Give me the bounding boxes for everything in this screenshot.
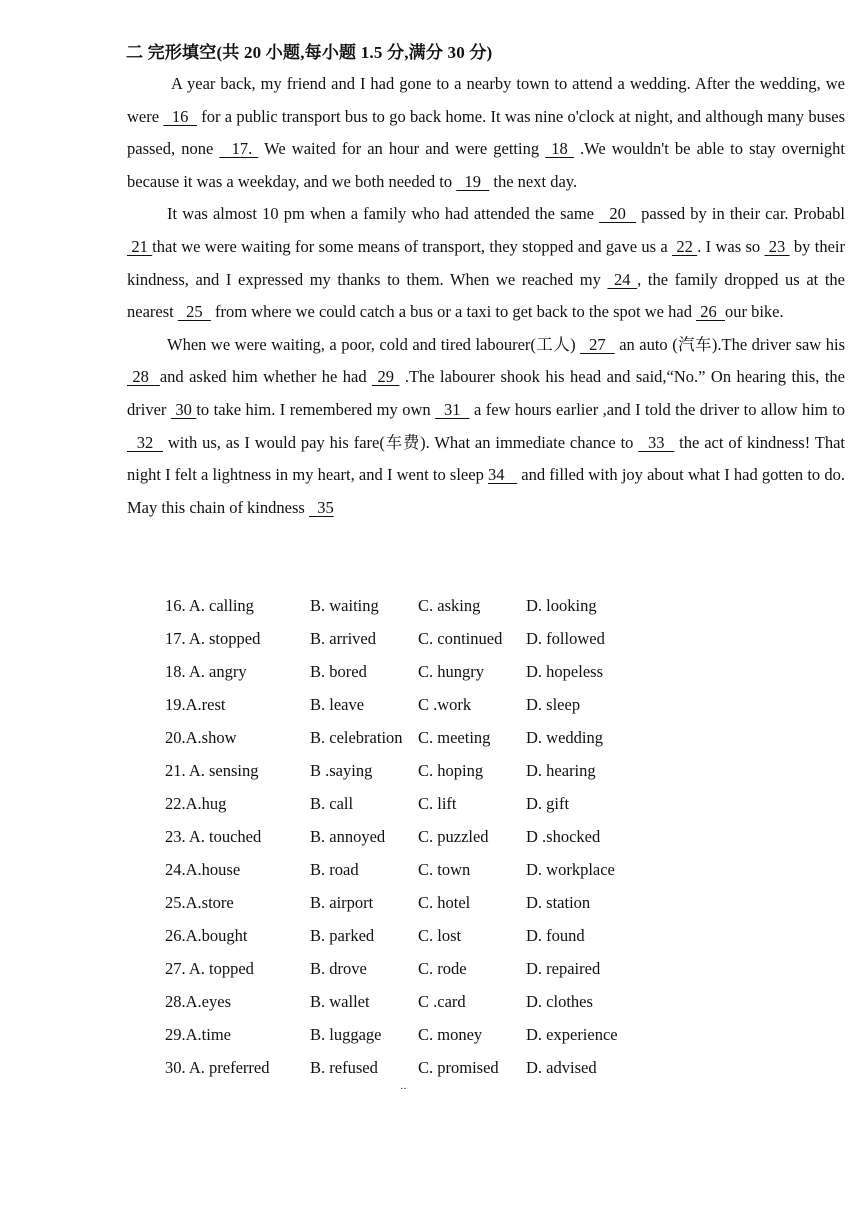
- scan-mark: ··: [400, 1084, 407, 1095]
- answer-blank: 17.: [219, 139, 259, 159]
- question-options-row: [165, 689, 725, 722]
- option-d: D. repaired: [526, 959, 601, 978]
- question-options-row: [165, 1052, 725, 1085]
- answer-blank: 33: [638, 432, 675, 452]
- cloze-passage: [127, 68, 845, 524]
- option-c: C. hoping: [418, 761, 484, 780]
- passage-text: with us, as I would pay his fare(车费). What an immediate chance to: [163, 432, 639, 452]
- option-b: B. parked: [310, 926, 375, 945]
- option-d: D. advised: [526, 1058, 597, 1077]
- option-b: B. leave: [310, 695, 365, 714]
- option-d: D. found: [526, 926, 585, 945]
- passage-text: to take him. I remembered my own: [196, 399, 436, 419]
- option-a: 16. A. calling: [165, 596, 254, 615]
- passage-text: and filled with joy about what I had gotten to do. May this chain of kindness: [127, 465, 845, 517]
- answer-blank: 27: [580, 334, 615, 354]
- question-options-row: [165, 623, 725, 656]
- answer-blank: 28: [127, 367, 160, 387]
- answer-blank: 16: [163, 106, 197, 126]
- answer-blank: 23: [764, 236, 790, 256]
- question-options-row: [165, 986, 725, 1019]
- option-d: D. looking: [526, 596, 597, 615]
- passage-text: that we were waiting for some means of transport, they stopped and gave us a: [152, 236, 673, 256]
- option-b: B. road: [310, 860, 359, 879]
- option-c: C. hotel: [418, 893, 471, 912]
- option-b: B. drove: [310, 959, 367, 978]
- passage-text: .We wouldn't be able to stay overnight because it was a weekday, and we both needed to: [127, 139, 846, 191]
- question-options-row: [165, 887, 725, 920]
- passage-paragraph: [127, 329, 845, 525]
- option-a: 27. A. topped: [165, 959, 254, 978]
- question-options-row: [165, 953, 725, 986]
- option-c: C. lost: [418, 926, 462, 945]
- option-a: 28.A.eyes: [165, 992, 231, 1011]
- answer-options: [165, 590, 725, 1085]
- option-d: D. wedding: [526, 728, 603, 747]
- passage-text: the next day.: [489, 171, 578, 191]
- passage-text: We waited for an hour and were getting: [258, 139, 546, 159]
- answer-blank: 20: [599, 204, 637, 224]
- option-b: B .saying: [310, 761, 373, 780]
- option-a: 26.A.bought: [165, 926, 248, 945]
- passage-text: from where we could catch a bus or a taxi to get back to the spot we had: [210, 302, 697, 322]
- passage-paragraph: [127, 198, 845, 328]
- option-c: C. puzzled: [418, 827, 489, 846]
- option-b: B. refused: [310, 1058, 378, 1077]
- question-options-row: [165, 1019, 725, 1052]
- passage-text: for a public transport bus to go back home. It was nine o'clock at night, and although many buses passed, none: [127, 106, 845, 159]
- option-a: 29.A.time: [165, 1025, 231, 1044]
- option-c: C. lift: [418, 794, 457, 813]
- answer-blank: 32: [127, 432, 164, 452]
- option-a: 22.A.hug: [165, 794, 227, 813]
- answer-blank: 25: [177, 302, 211, 322]
- option-d: D. station: [526, 893, 591, 912]
- option-b: B. call: [310, 794, 354, 813]
- passage-text: . I was so: [697, 236, 765, 256]
- option-b: B. arrived: [310, 629, 376, 648]
- option-d: D. sleep: [526, 695, 581, 714]
- passage-text: a few hours earlier ,and I told the driver to allow him to: [469, 399, 846, 419]
- answer-blank: 19: [456, 171, 490, 191]
- question-options-row: [165, 656, 725, 689]
- option-a: 19.A.rest: [165, 695, 226, 714]
- option-d: D. clothes: [526, 992, 593, 1011]
- option-c: C .work: [418, 695, 472, 714]
- answer-blank: 30: [170, 399, 197, 419]
- option-a: 25.A.store: [165, 893, 234, 912]
- passage-text: passed by in their car. Probabl: [636, 204, 845, 224]
- option-d: D. workplace: [526, 860, 615, 879]
- option-b: B. annoyed: [310, 827, 386, 846]
- option-a: 18. A. angry: [165, 662, 247, 681]
- section-heading: 二 完形填空(共 20 小题,每小题 1.5 分,满分 30 分): [126, 43, 493, 62]
- passage-text: and asked him whether he had: [159, 367, 373, 387]
- question-options-row: [165, 920, 725, 953]
- answer-blank: 26: [696, 302, 725, 322]
- passage-text: When we were waiting, a poor, cold and tired labourer(工人): [167, 334, 581, 354]
- option-a: 20.A.show: [165, 728, 237, 747]
- option-b: B. luggage: [310, 1025, 382, 1044]
- answer-blank: 31: [435, 399, 470, 419]
- option-c: C. asking: [418, 596, 481, 615]
- answer-blank: 29: [372, 367, 400, 387]
- option-d: D .shocked: [526, 827, 601, 846]
- passage-text: It was almost 10 pm when a family who had attended the same: [167, 204, 600, 224]
- option-b: B. waiting: [310, 596, 379, 615]
- question-options-row: [165, 722, 725, 755]
- option-c: C. continued: [418, 629, 503, 648]
- answer-blank: 21: [127, 236, 153, 256]
- option-c: C. meeting: [418, 728, 491, 747]
- passage-text: our bike.: [724, 302, 784, 322]
- option-d: D. experience: [526, 1025, 618, 1044]
- option-d: D. followed: [526, 629, 605, 648]
- answer-blank: 18: [545, 139, 574, 159]
- option-c: C. rode: [418, 959, 467, 978]
- question-options-row: [165, 821, 725, 854]
- question-options-row: [165, 854, 725, 887]
- option-a: 21. A. sensing: [165, 761, 259, 780]
- option-d: D. gift: [526, 794, 570, 813]
- passage-text: by their kindness, and I expressed my thanks to them. When we reached my: [127, 236, 845, 289]
- option-d: D. hearing: [526, 761, 596, 780]
- option-a: 24.A.house: [165, 860, 241, 879]
- option-a: 30. A. preferred: [165, 1058, 270, 1077]
- option-a: 23. A. touched: [165, 827, 262, 846]
- option-b: B. wallet: [310, 992, 370, 1011]
- option-c: C. promised: [418, 1058, 499, 1077]
- option-b: B. airport: [310, 893, 374, 912]
- question-options-row: [165, 590, 725, 623]
- option-b: B. celebration: [310, 728, 403, 747]
- answer-blank: 35: [308, 497, 334, 517]
- answer-blank: 22: [672, 236, 698, 256]
- option-d: D. hopeless: [526, 662, 603, 681]
- option-c: C .card: [418, 992, 466, 1011]
- option-c: C. money: [418, 1025, 483, 1044]
- answer-blank: 24: [607, 269, 638, 289]
- option-a: 17. A. stopped: [165, 629, 261, 648]
- answer-blank: 34: [488, 465, 518, 485]
- option-c: C. hungry: [418, 662, 484, 681]
- option-b: B. bored: [310, 662, 367, 681]
- passage-text: , the family dropped us at the nearest: [127, 269, 846, 322]
- passage-paragraph: [127, 68, 845, 198]
- passage-text: an auto (汽车).The driver saw his: [614, 334, 845, 354]
- option-c: C. town: [418, 860, 471, 879]
- passage-text: .The labourer shook his head and said,“No.” On hearing this, the driver: [127, 367, 845, 419]
- question-options-row: [165, 755, 725, 788]
- question-options-row: [165, 788, 725, 821]
- passage-text: A year back, my friend and I had gone to a nearby town to attend a wedding. After the wedding, we were: [127, 74, 845, 126]
- passage-text: the act of kindness! That night I felt a lightness in my heart, and I went to sleep: [127, 432, 845, 485]
